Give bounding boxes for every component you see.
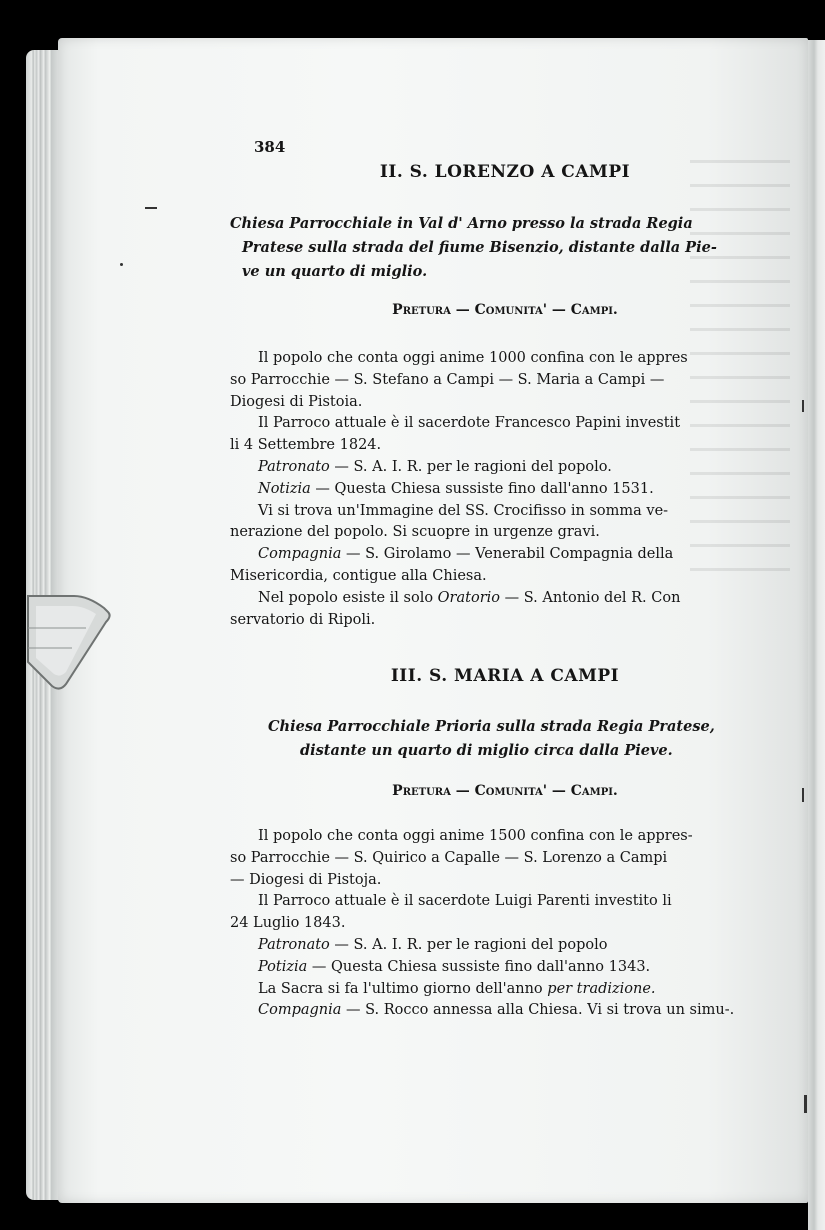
subtitle-line: Chiesa Parrocchiale in Val d' Arno presso la strada Regia: [230, 215, 693, 232]
oratorio-label: Oratorio: [437, 589, 500, 606]
notizia-text: — Questa Chiesa sussiste fino dall'anno 1531.: [310, 480, 654, 497]
section-santa-maria-body: [230, 826, 740, 1022]
body-line: Il Parroco attuale è il sacerdote Luigi Parenti investito li: [258, 893, 672, 910]
sacra-line: [230, 979, 740, 1001]
section-santa-maria: [230, 666, 740, 686]
subtitle-line: Pratese sulla strada del fiume Bisenzio, distante dalla Pie-: [242, 239, 717, 256]
compagnia-label: Compagnia: [258, 546, 342, 563]
margin-dot-mark: [120, 263, 123, 266]
notizia-text: — Questa Chiesa sussiste fino dall'anno 1343.: [307, 958, 651, 975]
section-san-lorenzo: [230, 162, 740, 182]
body-line: nerazione del popolo. Si scuopre in urgenze gravi.: [230, 524, 600, 541]
section-san-lorenzo-subtitle: [230, 212, 740, 284]
oratorio-prefix: Nel popolo esiste il solo: [258, 589, 438, 606]
oratorio-line: [230, 588, 740, 610]
jurisdiction-text: Pretura — Comunita' — Campi.: [392, 302, 618, 318]
section-san-lorenzo-body: [230, 348, 740, 631]
patronato-text: — S. A. I. R. per le ragioni del popolo: [329, 936, 608, 953]
jurisdiction-text: Pretura — Comunita' — Campi.: [392, 783, 618, 799]
compagnia-text: — S. Girolamo — Venerabil Compagnia della: [341, 546, 674, 563]
body-line: so Parrocchie — S. Stefano a Campi — S. Maria a Campi —: [230, 371, 665, 388]
body-line: — Diogesi di Pistoja.: [230, 871, 382, 888]
section-title: II. S. LORENZO A CAMPI: [379, 162, 631, 182]
body-line: li 4 Settembre 1824.: [230, 437, 382, 454]
margin-dash-mark: [145, 207, 157, 209]
margin-tick-mark: [802, 400, 804, 412]
compagnia-line: [230, 1000, 740, 1022]
notizia-line: [230, 957, 740, 979]
margin-tick-mark: [802, 788, 804, 802]
compagnia-text: — S. Rocco annessa alla Chiesa. Vi si trova un simu-.: [341, 1002, 735, 1019]
body-line: 24 Luglio 1843.: [230, 915, 346, 932]
patronato-label: Patronato: [258, 936, 330, 953]
compagnia-label: Compagnia: [258, 1002, 342, 1019]
sacra-prefix: La Sacra si fa l'ultimo giorno dell'anno: [258, 980, 548, 997]
body-line: Misericordia, contigue alla Chiesa.: [230, 567, 487, 584]
notizia-label: Notizia: [258, 480, 311, 497]
body-line: Il Parroco attuale è il sacerdote Francesco Papini investit: [258, 415, 681, 432]
body-line: Il popolo che conta oggi anime 1000 confina con le appres: [258, 350, 688, 366]
subtitle-line: Chiesa Parrocchiale Prioria sulla strada Regia Pratese,: [268, 718, 715, 735]
body-line: Diogesi di Pistoia.: [230, 393, 363, 410]
patronato-text: — S. A. I. R. per le ragioni del popolo.: [329, 458, 612, 475]
patronato-line: [230, 935, 740, 957]
body-line: servatorio di Ripoli.: [230, 611, 376, 628]
page-number: 384: [254, 138, 286, 156]
compagnia-line: [230, 544, 740, 566]
subtitle-line: distante un quarto di miglio circa dalla Pieve.: [300, 742, 673, 759]
patronato-label: Patronato: [258, 458, 330, 475]
body-line: Vi si trova un'Immagine del SS. Crocifisso in somma ve-: [258, 502, 669, 519]
margin-tick-mark: [804, 1095, 807, 1113]
notizia-line: [230, 479, 740, 501]
notizia-label: Potizia: [258, 958, 308, 975]
patronato-line: [230, 457, 740, 479]
body-line: so Parrocchie — S. Quirico a Capalle — S. Lorenzo a Campi: [230, 849, 668, 866]
body-line: Il popolo che conta oggi anime 1500 confina con le appres-: [258, 828, 693, 844]
section-title: III. S. MARIA A CAMPI: [390, 666, 620, 686]
page-clip-icon: [26, 588, 116, 698]
oratorio-text: — S. Antonio del R. Con: [500, 589, 681, 606]
jurisdiction-line: [230, 783, 740, 799]
jurisdiction-line: [230, 302, 740, 318]
sacra-italic: per tradizione.: [547, 980, 656, 997]
section-santa-maria-subtitle: [230, 715, 740, 763]
facing-page-edge: [808, 40, 825, 1230]
subtitle-line: ve un quarto di miglio.: [242, 263, 428, 280]
